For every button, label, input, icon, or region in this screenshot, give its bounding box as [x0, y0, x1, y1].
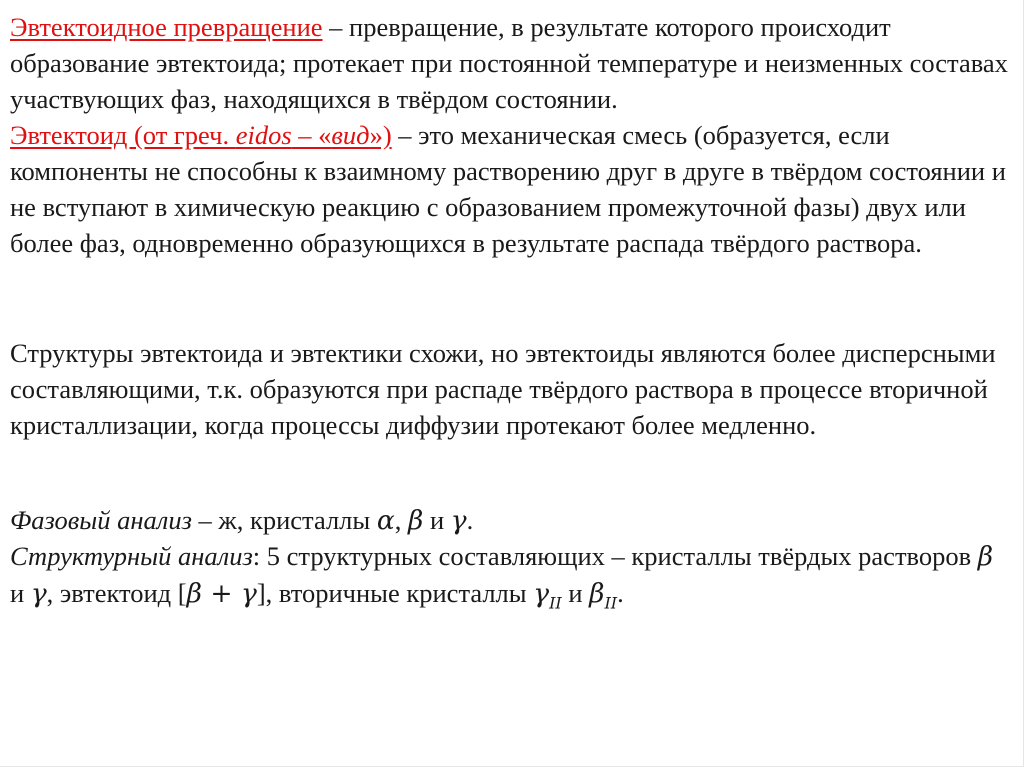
- paragraph-eutectoid-transformation: [10, 9, 1010, 117]
- term-part-c: – «: [291, 120, 332, 150]
- phase-analysis-label: Фазовый анализ: [10, 505, 192, 535]
- structures-text: Структуры эвтектоида и эвтектики схожи, но эвтектоиды являются более дисперсными составляющими, т.к. образуются при распаде твёрдого раствора в процессе вторичной кристаллизации, когда процессы диффузии протекают более медленно.: [10, 338, 996, 440]
- term-greek-word: eidos: [235, 120, 292, 150]
- definition-text: – это механическая смесь (образуется, если компоненты не способны к взаимному растворению друг в друге в твёрдом состоянии и не вступают в химическую реакцию с образованием промежуточной фазы) двух или более фаз, одновременно образующихся в результате распада твёрдого раствора.: [10, 120, 1006, 258]
- gamma-symbol: γ: [450, 505, 467, 536]
- structural-text: : 5 структурных составляющих – кристаллы твёрдых растворов: [252, 541, 978, 571]
- paragraph-structures: [10, 335, 1010, 443]
- secondary-crystals-text: ], вторичные кристаллы: [256, 578, 534, 608]
- alpha-symbol: α: [376, 505, 395, 536]
- and-text: и: [10, 578, 31, 608]
- term-part-a: Эвтектоид (от греч.: [10, 120, 236, 150]
- definition-text: – превращение, в результате которого происходит образование эвтектоида; протекает при постоянной температуре и неизменных составах участвующих фаз, находящихся в твёрдом состоянии.: [10, 12, 1008, 114]
- subscript-ii: II: [604, 593, 618, 613]
- beta-symbol: β: [407, 505, 424, 536]
- term-part-e: »): [369, 120, 392, 150]
- gamma-symbol: γ: [30, 578, 47, 609]
- subscript-ii: II: [549, 593, 562, 613]
- structural-analysis-label: Структурный анализ: [10, 541, 253, 571]
- beta-ii-symbol: β: [589, 578, 605, 609]
- term-translation: вид: [331, 120, 370, 150]
- paragraph-eutectoid-definition: [10, 117, 1010, 261]
- period: .: [617, 578, 624, 608]
- phase-analysis-line: [10, 502, 1010, 539]
- term-eutectoid-transformation: Эвтектоидное превращение: [10, 12, 323, 42]
- phase-text: – ж, кристаллы: [191, 505, 377, 535]
- term-eutectoid: [10, 120, 392, 150]
- structural-analysis-paragraph: [10, 538, 1010, 621]
- beta-plus-gamma: β + γ: [186, 578, 257, 609]
- eutectoid-text: , эвтектоид [: [46, 578, 187, 608]
- gamma-ii-symbol: γ: [533, 578, 550, 609]
- comma: ,: [394, 505, 408, 535]
- beta-symbol: β: [977, 541, 994, 572]
- period: .: [466, 505, 474, 535]
- and-text: и: [561, 578, 590, 608]
- and-text: и: [423, 505, 451, 535]
